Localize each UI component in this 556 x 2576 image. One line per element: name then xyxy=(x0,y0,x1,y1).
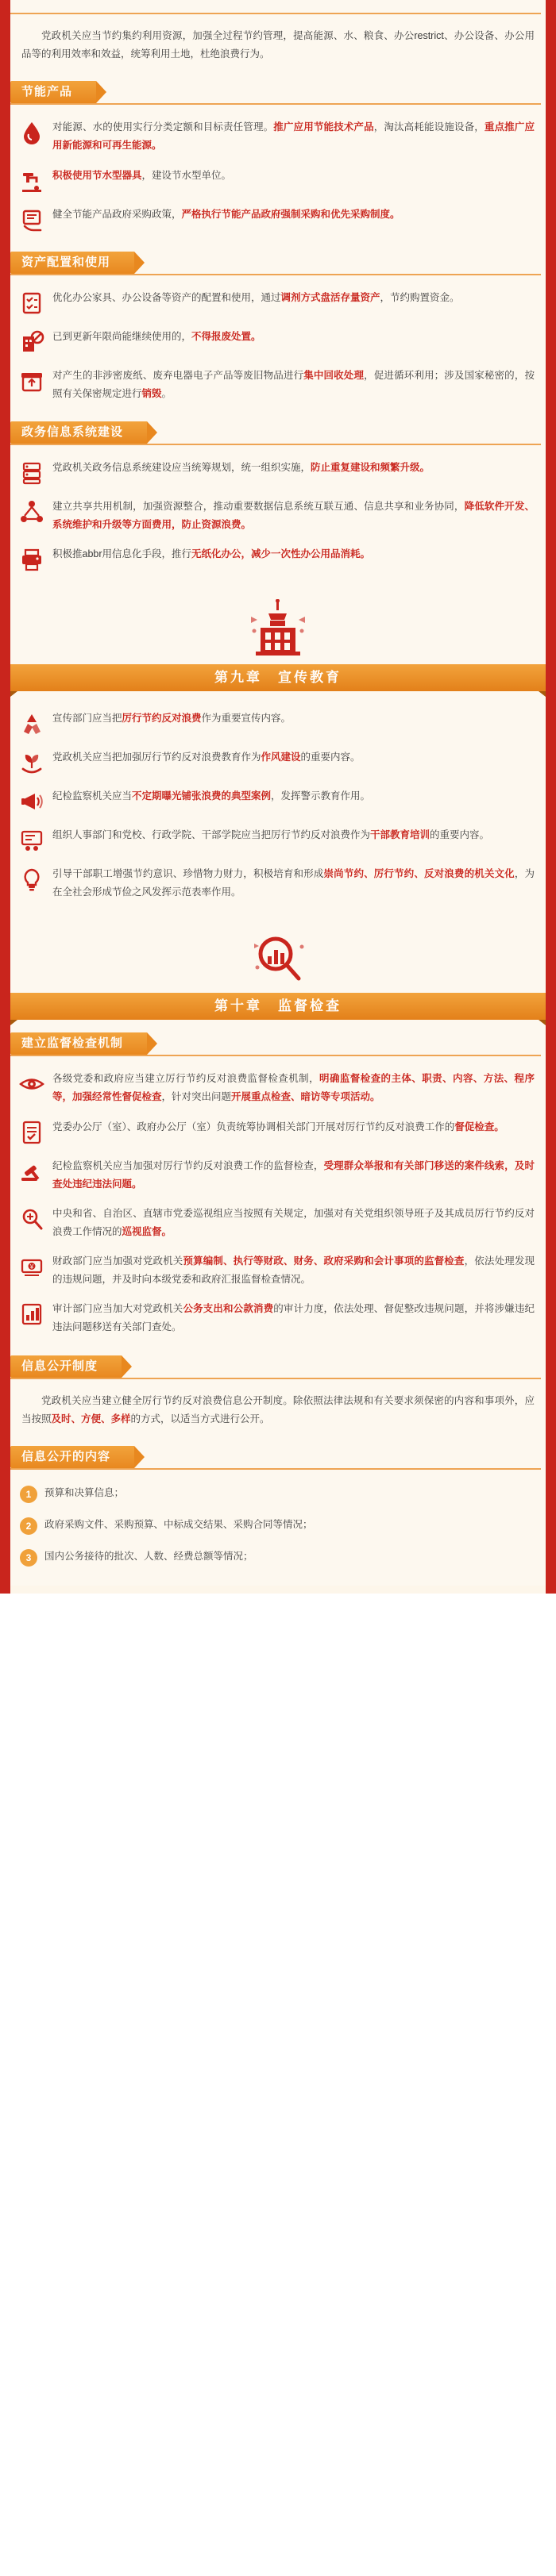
section-heading-label: 资产配置和使用 xyxy=(10,252,134,274)
heading-rule xyxy=(10,1055,541,1056)
highlight-text: 公务支出和公款消费 xyxy=(183,1303,274,1315)
content-row xyxy=(10,361,546,409)
content-row xyxy=(10,1294,546,1342)
highlight-text: 巡视监督。 xyxy=(122,1225,172,1237)
recycle-box-icon xyxy=(18,367,45,394)
content-row xyxy=(10,1152,546,1199)
content-row xyxy=(10,113,546,160)
content-row xyxy=(10,1247,546,1294)
list-item-text: 国内公务接待的批次、人数、经费总额等情况； xyxy=(44,1550,253,1562)
heading-rule xyxy=(10,444,541,445)
network-share-icon xyxy=(18,498,45,525)
highlight-text: 不得报废处置。 xyxy=(191,330,261,342)
highlight-text: 不定期曝光铺张浪费的典型案例 xyxy=(132,790,272,802)
row-text: 纪检监察机关应当加强对厉行节约反对浪费工作的监督检查，受理群众举报和有关部门移送的案件线索，及时查处违纪违法问题。 xyxy=(52,1159,535,1190)
highlight-text: 重点推广应用新能源和可再生能源。 xyxy=(52,121,535,152)
row-text: 财政部门应当加强对党政机关预算编制、执行等财政、财务、政府采购和会计事项的监督检查，依法处理发现的违规问题，并及时向本级党委和政府汇报监督检查情况。 xyxy=(52,1255,535,1286)
row-text: 各级党委和政府应当建立厉行节约反对浪费监督检查机制，明确监督检查的主体、职责、内容、方法、程序等，加强经常性督促检查，针对突出问题开展重点检查、暗访等专项活动。 xyxy=(52,1073,535,1103)
infographic-content xyxy=(10,0,546,1586)
highlight-text: 严格执行节能产品政府强制采购和优先采购制度。 xyxy=(181,208,400,220)
content-row xyxy=(10,782,546,821)
content-row xyxy=(10,540,546,579)
list-item xyxy=(10,1541,546,1573)
section-heading-disclosure-content xyxy=(10,1446,546,1470)
highlight-text: 开展重点检查、暗访等专项活动。 xyxy=(231,1091,380,1103)
content-row xyxy=(10,1113,546,1152)
classroom-icon xyxy=(18,827,45,854)
highlight-text: 干部教育培训 xyxy=(370,829,431,840)
row-text: 积极使用节水型器具，建设节水型单位。 xyxy=(52,169,232,181)
checklist-icon xyxy=(18,290,45,317)
highlight-text: 销毁 xyxy=(141,387,162,399)
list-number: 3 xyxy=(20,1549,37,1567)
heading-rule xyxy=(10,274,541,275)
chapter-nine-banner xyxy=(10,599,546,691)
list-item xyxy=(10,1478,546,1509)
row-text: 审计部门应当加大对党政机关公务支出和公款消费的审计力度，依法处理、督促整改违规问题，并将涉嫌违纪违法问题移送有关部门查处。 xyxy=(52,1303,535,1333)
section-heading-asset-allocation xyxy=(10,252,546,275)
server-icon xyxy=(18,459,45,486)
recycle-leaf-icon xyxy=(18,710,45,737)
row-text: 党政机关政务信息系统建设应当统筹规划，统一组织实施，防止重复建设和频繁升级。 xyxy=(52,461,431,473)
row-text: 对能源、水的使用实行分类定额和目标责任管理。推广应用节能技术产品，淘汰高耗能设施设备，重点推广应用新能源和可再生能源。 xyxy=(52,121,535,152)
section-heading-label: 建立监督检查机制 xyxy=(10,1032,147,1055)
list-item-text: 预算和决算信息； xyxy=(44,1486,125,1498)
printer-ban-icon xyxy=(18,546,45,573)
row-text: 党委办公厅（室）、政府办公厅（室）负责统筹协调相关部门开展对厉行节约反对浪费工作的督促检查。 xyxy=(52,1121,504,1132)
content-row xyxy=(10,743,546,782)
content-row xyxy=(10,1199,546,1247)
row-text: 优化办公家具、办公设备等资产的配置和使用，通过调剂方式盘活存量资产，节约购置资金。 xyxy=(52,291,460,303)
content-row xyxy=(10,821,546,859)
row-text: 已到更新年限尚能继续使用的，不得报废处置。 xyxy=(52,330,261,342)
list-item xyxy=(10,1509,546,1541)
money-audit-icon xyxy=(18,1253,45,1280)
highlight-text: 受理群众举报和有关部门移送的案件线索，及时查处违纪违法问题。 xyxy=(52,1159,535,1190)
bottom-spacer xyxy=(10,1573,546,1586)
eye-watch-icon xyxy=(18,1071,45,1098)
disclosure-paragraph: 党政机关应当建立健全厉行节约反对浪费信息公开制度。除依照法律法规和有关要求须保密的内容和事项外，应当按照及时、方便、多样的方式，以适当方式进行公开。 xyxy=(21,1394,535,1424)
highlight-text: 明确监督检查的主体、职责、内容、方法、程序等，加强经常性督促检查 xyxy=(52,1073,535,1103)
content-row xyxy=(10,704,546,743)
chapter-ten-banner xyxy=(10,928,546,1020)
section-heading-label: 政务信息系统建设 xyxy=(10,421,147,444)
content-row xyxy=(10,453,546,492)
chapter-nine-items xyxy=(10,704,546,907)
highlight-text: 厉行节约反对浪费 xyxy=(122,713,202,724)
row-text: 党政机关应当把加强厉行节约反对浪费教育作为作风建设的重要内容。 xyxy=(52,752,361,763)
highlight-text: 无纸化办公，减少一次性办公用品消耗。 xyxy=(191,548,371,559)
gavel-report-icon xyxy=(18,1158,45,1185)
section-heading-info-system xyxy=(10,421,546,445)
section-heading-label: 节能产品 xyxy=(10,81,96,103)
highlight-text: 调剂方式盘活存量资产 xyxy=(280,291,380,303)
hand-scroll-icon xyxy=(18,206,45,233)
row-text: 积极推abbr用信息化手段，推行无纸化办公，减少一次性办公用品消耗。 xyxy=(52,548,371,559)
section-heading-supervision xyxy=(10,1032,546,1056)
inspection-tour-icon xyxy=(18,1205,45,1232)
highlight-text: 推广应用节能技术产品 xyxy=(273,121,374,133)
heading-rule xyxy=(10,1378,541,1379)
highlight-text: 预算编制、执行等财政、财务、政府采购和会计事项的监督检查 xyxy=(183,1255,465,1267)
content-row xyxy=(10,283,546,322)
row-text: 引导干部职工增强节约意识、珍惜物力财力，积极培育和形成崇尚节约、厉行节约、反对浪费的机关文化，为在全社会形成节俭之风发挥示范表率作用。 xyxy=(52,868,535,898)
content-row xyxy=(10,492,546,540)
section-heading-label: 信息公开的内容 xyxy=(10,1446,134,1468)
sections-container xyxy=(10,81,546,579)
section-heading-energy-products xyxy=(10,81,546,105)
row-text: 对产生的非涉密废纸、废弃电器电子产品等废旧物品进行集中回收处理，促进循环利用；涉及国家秘密的，按照有关保密规定进行销毁。 xyxy=(52,369,535,399)
hand-plant-icon xyxy=(18,749,45,776)
row-text: 建立共享共用机制，加强资源整合，推动重要数据信息系统互联互通、信息共享和业务协同，降低软件开发、系统维护和升级等方面费用，防止资源浪费。 xyxy=(52,500,535,530)
document-check-icon xyxy=(18,1119,45,1146)
megaphone-icon xyxy=(18,788,45,815)
magnifier-search-icon xyxy=(241,928,315,990)
chapter-ten-title: 第十章 监督检查 xyxy=(10,993,546,1020)
faucet-icon xyxy=(18,167,45,194)
highlight-text: 积极使用节水型器具 xyxy=(52,169,142,181)
content-row xyxy=(10,200,546,239)
heading-rule xyxy=(10,1468,541,1470)
row-text: 宣传部门应当把厉行节约反对浪费作为重要宣传内容。 xyxy=(52,713,292,724)
row-text: 组织人事部门和党校、行政学院、干部学院应当把厉行节约反对浪费作为干部教育培训的重要内容。 xyxy=(52,829,490,840)
water-drop-icon xyxy=(18,119,45,146)
highlight-text: 降低软件开发、系统维护和升级等方面费用，防止资源浪费。 xyxy=(52,500,535,530)
audit-chart-icon xyxy=(18,1301,45,1328)
row-text: 健全节能产品政府采购政策，严格执行节能产品政府强制采购和优先采购制度。 xyxy=(52,208,400,220)
chapter-nine-title: 第九章 宣传教育 xyxy=(10,664,546,691)
highlight-text: 崇尚节约、厉行节约、反对浪费的机关文化 xyxy=(323,868,515,879)
heading-rule xyxy=(10,103,541,105)
tower-building-icon xyxy=(241,599,315,661)
highlight-text: 督促检查。 xyxy=(454,1121,504,1132)
list-number: 1 xyxy=(20,1486,37,1503)
top-partial-text: 党政机关应当节约集约利用资源，加强全过程节约管理，提高能源、水、粮食、办公restrict、办公设备、办公用品等的利用效率和效益，统筹利用土地，杜绝浪费行为。 xyxy=(21,30,535,60)
section-heading-disclosure xyxy=(10,1355,546,1379)
highlight-text: 集中回收处理 xyxy=(303,369,365,381)
highlight-text: 防止重复建设和频繁升级。 xyxy=(311,461,431,473)
content-row xyxy=(10,161,546,200)
lightbulb-idea-icon xyxy=(18,866,45,893)
content-row xyxy=(10,322,546,361)
building-ban-icon xyxy=(18,329,45,356)
svg-text:¥: ¥ xyxy=(29,1263,34,1271)
content-row xyxy=(10,859,546,907)
section-heading-label: 信息公开制度 xyxy=(10,1355,122,1378)
row-text: 纪检监察机关应当不定期曝光铺张浪费的典型案例，发挥警示教育作用。 xyxy=(52,790,371,802)
highlight-text: 及时、方便、多样 xyxy=(51,1413,131,1424)
list-number: 2 xyxy=(20,1517,37,1535)
chapter-ten-items xyxy=(10,1064,546,1342)
row-text: 中央和省、自治区、直辖市党委巡视组应当按照有关规定，加强对有关党组织领导班子及其成员厉行节约反对浪费工作情况的巡视监督。 xyxy=(52,1207,535,1237)
section-heading-top xyxy=(10,0,546,14)
content-row xyxy=(10,1064,546,1112)
heading-rule xyxy=(10,13,541,14)
list-item-text: 政府采购文件、采购预算、中标成交结果、采购合同等情况； xyxy=(44,1518,313,1530)
highlight-text: 作风建设 xyxy=(261,752,301,763)
disclosure-list xyxy=(10,1478,546,1573)
